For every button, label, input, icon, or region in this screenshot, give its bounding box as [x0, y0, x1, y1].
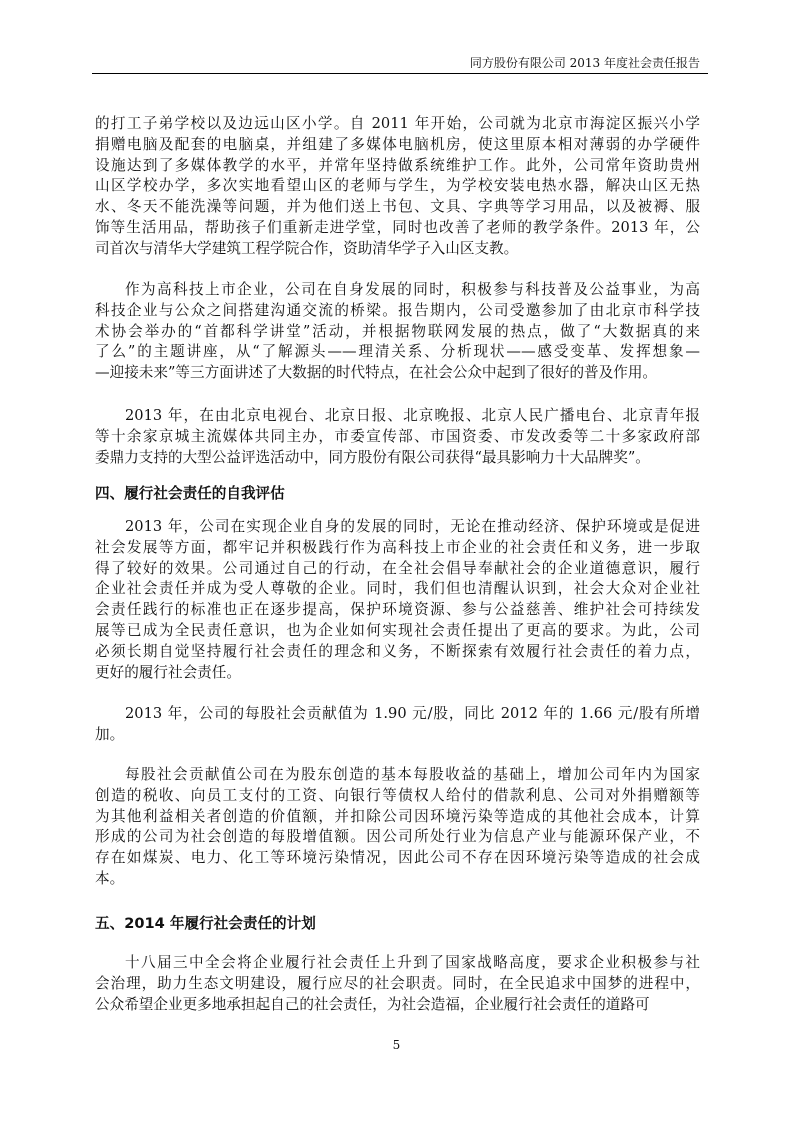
text-line: 等十余家京城主流媒体共同主办，市委宣传部、市国资委、市发改委等二十多家政府部: [95, 427, 700, 445]
text-line: 更好的履行社会责任。: [95, 663, 241, 681]
text-line: 水、冬天不能洗澡等问题，并为他们送上书包、文具、字典等学习用品，以及被褥、服: [95, 198, 700, 216]
text-line: 2013 年，在由北京电视台、北京日报、北京晚报、北京人民广播电台、北京青年报: [125, 407, 700, 424]
paragraph: [95, 114, 700, 260]
text-line: 的打工子弟学校以及边远山区小学。自 2011 年开始，公司就为北京市海淀区振兴小学: [95, 115, 700, 132]
text-line: 社会发展等方面，都牢记并积极践行作为高科技上市企业的社会责任和义务，进一步取: [95, 538, 700, 556]
text-line: 形成的公司为社会创造的每股增值额。因公司所处行业为信息产业与能源环保产业，不: [95, 828, 700, 846]
text-line: 创造的税收、向员工支付的工资、向银行等债权人给付的借款利息、公司对外捐赠额等: [95, 786, 700, 804]
text-line: 必须长期自觉坚持履行社会责任的理念和义务，不断探索有效履行社会责任的着力点，: [95, 642, 700, 660]
text-line: 饰等生活用品，帮助孩子们重新走进学堂，同时也改善了老师的教学条件。2013 年，公: [95, 218, 700, 236]
section-heading-4: 四、履行社会责任的自我评估: [95, 485, 285, 502]
text-line: 会责任践行的标准也正在逐步提高，保护环境资源、参与公益慈善、维护社会可持续发: [95, 601, 700, 619]
paragraph: [95, 280, 700, 384]
text-line: 了么”的主题讲座，从“了解源头——理清关系、分析现状——感受变革、发挥想象—: [95, 343, 700, 361]
text-line: 捐赠电脑及配套的电脑桌，并组建了多媒体电脑机房，使这里原本相对薄弱的办学硬件: [95, 135, 700, 153]
text-line: 得了较好的效果。公司通过自己的行动，在全社会倡导奉献社会的企业道德意识，履行: [95, 559, 700, 577]
text-line: 委鼎力支持的大型公益评选活动中，同方股份有限公司获得“最具影响力十大品牌奖”。: [95, 448, 650, 466]
text-line: 术协会举办的“首都科学讲堂”活动，并根据物联网发展的热点，做了“大数据真的来: [95, 322, 700, 340]
paragraph: [95, 765, 700, 890]
text-line: 山区学校办学，多次实地看望山区的老师与学生，为学校安装电热水器，解决山区无热: [95, 177, 700, 195]
running-header: 同方股份有限公司 2013 年度社会责任报告: [469, 56, 700, 70]
text-line: 企业社会责任并成为受人尊敬的企业。同时，我们但也清醒认识到，社会大众对企业社: [95, 580, 700, 598]
text-line: 作为高科技上市企业，公司在自身发展的同时，积极参与科技普及公益事业，为高: [125, 281, 700, 298]
paragraph: [95, 517, 700, 683]
section-heading-5: 五、2014 年履行社会责任的计划: [95, 915, 316, 932]
text-line: 本。: [95, 869, 125, 887]
text-line: 展等已成为全民责任意识，也为企业如何实现社会责任提出了更高的要求。为此，公司: [95, 621, 700, 639]
page-number: 5: [392, 1038, 401, 1052]
text-line: 每股社会贡献值公司在为股东创造的基本每股收益的基础上，增加公司年内为国家: [125, 766, 700, 783]
paragraph: [95, 953, 700, 1015]
text-line: 科技企业与公众之间搭建沟通交流的桥梁。报告期内，公司受邀参加了由北京市科学技: [95, 301, 700, 319]
text-line: 公众希望企业更多地承担起自己的社会责任，为社会造福，企业履行社会责任的道路可: [95, 995, 650, 1013]
text-line: 设施达到了多媒体教学的水平，并常年坚持做系统维护工作。此外，公司常年资助贵州: [95, 156, 700, 174]
text-line: 会治理，助力生态文明建设，履行应尽的社会职责。同时，在全民追求中国梦的进程中，: [95, 974, 700, 992]
text-line: 存在如煤炭、电力、化工等环境污染情况，因此公司不存在因环境污染等造成的社会成: [95, 849, 700, 867]
text-line: 2013 年，公司的每股社会贡献值为 1.90 元/股，同比 2012 年的 1.66 元/股有所增: [125, 705, 700, 722]
paragraph: [95, 704, 700, 746]
text-line: 2013 年，公司在实现企业自身的发展的同时，无论在推动经济、保护环境或是促进: [125, 518, 700, 535]
text-line: 十八届三中全会将企业履行社会责任上升到了国家战略高度，要求企业积极参与社: [125, 954, 700, 971]
text-line: —迎接未来”等三方面讲述了大数据的时代特点，在社会公众中起到了很好的普及作用。: [95, 364, 658, 382]
text-line: 加。: [95, 725, 125, 743]
header-rule: [92, 73, 708, 74]
paragraph: [95, 406, 700, 468]
text-line: 为其他利益相关者创造的价值额，并扣除公司因环境污染等造成的其他社会成本，计算: [95, 807, 700, 825]
text-line: 司首次与清华大学建筑工程学院合作，资助清华学子入山区支教。: [95, 239, 519, 257]
